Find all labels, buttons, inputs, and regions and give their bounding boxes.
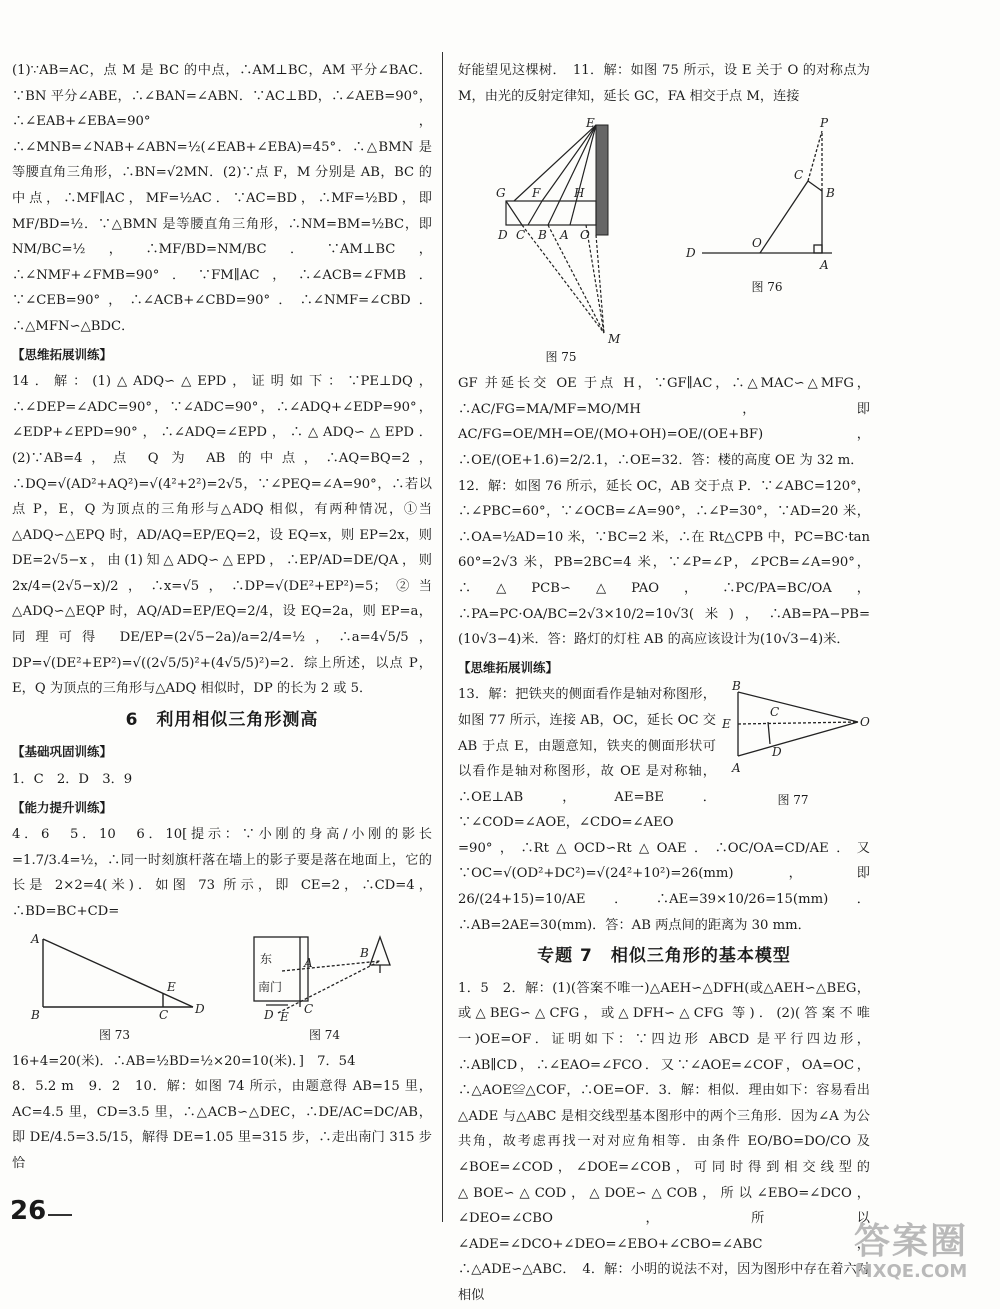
figure-row-75-76 [458,115,870,365]
section-heading-ability: 【 能力提升训练 】 [12,795,432,821]
chapter-title-6: 6 利用相似三角形测高 [125,709,319,730]
answer-13-continued-right: =90°，∴Rt△OCD∽Rt△OAE．∴OC/OA=CD/AE．又∵OC=√(OD²+DC²)=√(24²+10²)=26(mm)，即 26/(24+15)=10/AE．∴AE=39×10/26=15(mm)．∴AB=2AE=30(mm)．答：AB 两点间的距离为 30 mm． [458,840,870,933]
column-divider [442,52,443,1222]
svg-text:A: A [560,228,569,243]
answer-13: 13．解：把铁夹的侧面看作是轴对称图形，如图 77 所示，连接 AB，OC，延长 OC 交 AB 于点 E，由题意知，铁夹的侧面形状可以看作是轴对称图形，故 OE 是对称轴，∴OE⊥AB，AE=BE．∵∠COD=∠AOE，∠CDO=∠AEO [458,687,716,831]
figure-74-caption: 图 74 [308,1027,341,1042]
svg-text:H: H [574,186,585,201]
figure-77-diagram [718,679,870,778]
answer-13-continued: (1)∵AB=AC，点 M 是 BC 的中点，∴AM⊥BC，AM 平分∠BAC．∵BN 平分∠ABE，∴∠BAN=∠ABN．∵AC⊥BD，∴∠AEB=90°，∴∠EAB+∠EBA=90°，∴∠MNB=∠NAB+∠ABN=½(∠EAB+∠EBA)=45°．∴△BMN 是等腰直角三角形，∴BN=√2MN．(2)∵点 F，M 分别是 AB，BC 的中点，∴MF∥AC，MF=½AC．∵AC=BD，∴MF=½BD，即 MF/BD=½．∵△BMN 是等腰直角三角形，∴NM=BM=½BC，即 NM/BC=½，∴MF/BD=NM/BC．∵AM⊥BC，∴∠NMF+∠FMB=90°．∵FM∥AC，∴∠ACB=∠FMB．∵∠CEB=90°，∴∠ACB+∠CBD=90°．∴∠NMF=∠CBD．∴△MFN∽△BDC． [12,63,432,334]
answers-1-3: 1．C 2．D 3．9 [12,772,133,788]
figure-73-caption: 图 73 [98,1027,131,1042]
figure-76 [682,115,852,295]
section-heading-thinking: 【 思维拓展训练 】 [12,342,432,368]
svg-text:C: C [303,1001,313,1016]
section-heading-thinking-right: 【 思维拓展训练 】 [458,655,870,681]
svg-text:O: O [752,236,762,251]
answers-topic-7: 1．5 2．解：(1)(答案不唯一)△AEH∽△DFH(或△AEH∽△BEG，或△BEG∽△CFG，或△DFH∽△CFG 等)．(2)(答案不唯一)OE=OF．证明如下：∵四边形 ABCD 是平行四边形，∴AB∥CD，∴∠EAO=∠FCO．又∵∠AOE=∠COF，OA=OC，∴△AOE≌△COF，∴OE=OF．3．解：相似．理由如下：容易看出△ADE 与△ABC 是相交线型基本图形中的两个三角形．因为∠A 为公共角，故考虑再找一对对应角相等．由条件 EO/BO=DO/CO 及∠BOE=∠COD，∠DOE=∠COB，可同时得到相交线型的△BOE∽△COD，△DOE∽△COB，所以∠EBO=∠DCO，∠DEO=∠CBO，所以∠ADE=∠DCO+∠DEO=∠EBO+∠CBO=∠ABC，∴△ADE∽△ABC． 4．解：小明的说法不对，因为图形中存在着六对相似 [458,980,870,1303]
svg-text:B: B [30,1007,40,1022]
svg-text:A: A [820,258,829,273]
figure-76-diagram [682,115,852,275]
answer-14: 14．解：(1)△ADQ∽△EPD，证明如下：∵PE⊥DQ，∴∠DEP=∠ADC=90°，∵∠ADC=90°，∴∠ADQ+∠EDP=90°，∠EDP+∠EPD=90°，∴∠ADQ=∠EPD，∴△ADQ∽△EPD．(2)∵AB=4，点 Q 为 AB 的中点，∴AQ=BQ=2，∴DQ=√(AD²+AQ²)=√(4²+2²)=2√5，∵∠PEQ=∠A=90°，∴若以点 P，E，Q 为顶点的三角形与△ADQ 相似，有两种情况，①当△ADQ∽△EPQ 时，AD/AQ=EP/EQ=2，设 EQ=x，则 EP=2x，则 DE=2√5−x，由(1)知△ADQ∽△EPD，∴EP/AD=DE/QA，则 2x/4=(2√5−x)/2，∴x=√5，∴DP=√(DE²+EP²)=5；②当△ADQ∽△EQP 时，AQ/AD=EP/EQ=2/4，设 EQ=2a，则 EP=a，同理可得 DE/EP=(2√5−2a)/a=2/4=½，∴a=4√5/5，DP=√(DE²+EP²)=√((2√5/5)²+(4√5/5)²)=2．综上所述，以点 P，E，Q 为顶点的三角形与△ADQ 相似时，DP 的长为 2 或 5． [12,374,432,697]
svg-text:P: P [820,116,829,131]
figure-74-diagram [230,931,420,1023]
svg-text:D: D [498,228,508,243]
svg-text:C: C [516,228,526,243]
figure-77 [716,679,870,813]
svg-text:O: O [860,715,870,730]
watermark-title: 答案圈 [853,1221,968,1262]
figure-row-73-74 [12,931,432,1043]
svg-text:B: B [538,228,547,243]
watermark-url: MXQE.COM [854,1261,968,1282]
watermark-logo [836,1222,986,1282]
svg-text:D: D [686,246,696,261]
svg-text:E: E [722,717,731,732]
svg-text:D: D [194,1001,205,1016]
svg-text:E: E [586,116,595,131]
svg-text:南门: 南门 [257,979,282,994]
right-column [458,58,870,1309]
answers-4-6: 4．6 5．10 6．10[提示：∵小刚的身高/小刚的影长=1.7/3.4=½，∴同一时刻旗杆落在墙上的影子要是落在地面上，它的长是 2×2=4(米)．如图 73 所示，即 CE=2，∴CD=4，∴BD=BC+CD= [12,827,432,919]
svg-text:东: 东 [259,951,272,966]
answer-11-continued: GF 并延长交 OE 于点 H，∵GF∥AC，∴△MAC∽△MFG，∴AC/FG=MA/MF=MO/MH，即 AC/FG=OE/MH=OE/(MO+OH)=OE/(OE+BF)，∴OE/(OE+1.6)=2/2.1，∴OE=32．答：楼的高度 OE 为 32 m． [458,376,870,468]
page-number-rule [48,1214,72,1216]
svg-text:O: O [580,228,590,243]
figure-74 [230,931,420,1043]
section-heading-basic: 【 基础巩固训练 】 [12,739,432,765]
figure-73 [25,931,205,1043]
page-number: 26 [10,1196,47,1226]
svg-text:E: E [166,979,176,994]
answers-6-7-continued: 16+4=20(米)．∴AB=½BD=½×20=10(米)．] 7．54 [12,1053,356,1069]
figure-76-caption: 图 76 [751,280,783,295]
svg-text:C: C [794,168,804,183]
svg-text:B: B [826,186,835,201]
figure-75-diagram [476,115,646,345]
figure-75-caption: 图 75 [545,350,577,365]
svg-text:F: F [532,186,541,201]
figure-73-diagram [25,931,205,1023]
svg-text:A: A [303,955,313,970]
svg-text:C: C [158,1007,168,1022]
chapter-title-topic-7: 专题 7 相似三角形的基本模型 [537,946,791,967]
svg-text:G: G [496,186,506,201]
svg-text:D: D [263,1007,274,1022]
answer-13-block [458,679,870,836]
svg-text:B: B [732,679,741,694]
svg-text:D: D [772,745,782,760]
svg-text:A: A [732,761,741,776]
figure-75 [476,115,646,365]
svg-text:M: M [608,332,621,347]
answers-8-10: 8．5.2 m 9．2 10．解：如图 74 所示，由题意得 AB=15 里，AC=4.5 里，CD=3.5 里，∴△ACB∽△DEC，∴DE/AC=DC/AB，即 DE/4.5=3.5/15，解得 DE=1.05 里=315 步，∴走出南门 315 步恰 [12,1079,432,1171]
answer-12: 12．解：如图 76 所示，延长 OC，AB 交于点 P．∵∠ABC=120°，∴∠PBC=60°，∵∠OCB=∠A=90°，∴∠P=30°，∵AD=20 米，∴OA=½AD=10 米，∵BC=2 米，∴在 Rt△CPB 中，PC=BC·tan 60°=2√3 米，PB=2BC=4 米，∵∠P=∠P，∠PCB=∠A=90°，∴△PCB∽△PAO，∴PC/PA=BC/OA，∴PA=PC·OA/BC=2√3×10/2=10√3(米)，∴AB=PA−PB=(10√3−4)米．答：路灯的灯柱 AB 的高应该设计为(10√3−4)米． [458,478,870,648]
svg-text:A: A [30,931,40,946]
svg-text:B: B [359,945,369,960]
svg-text:E: E [279,1009,289,1024]
svg-text:C: C [770,705,780,720]
answer-10-11: 好能望见这棵树． 11．解：如图 75 所示，设 E 关于 O 的对称点为 M，由光的反射定律知，延长 GC，FA 相交于点 M，连接 [458,63,870,104]
figure-77-caption: 图 77 [777,792,809,807]
left-column [12,58,432,1177]
